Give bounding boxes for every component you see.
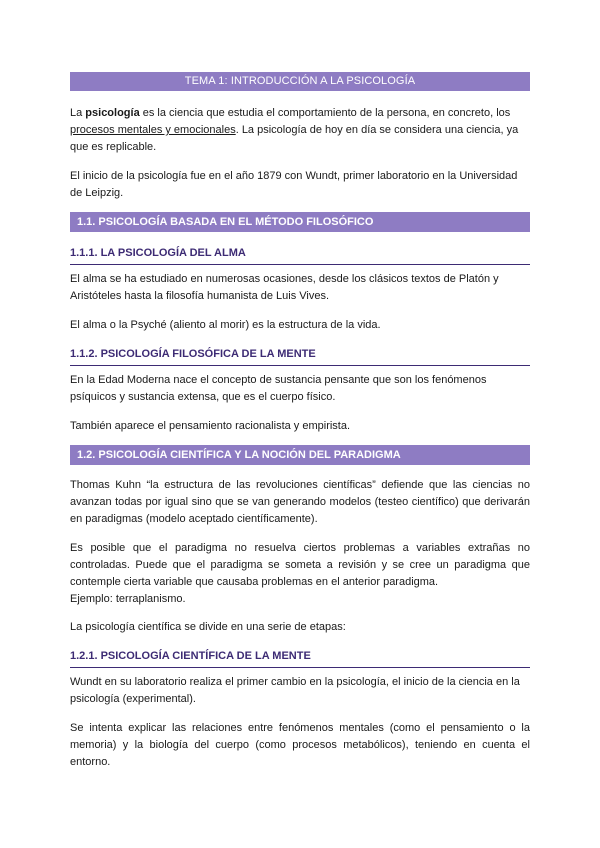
subsection-heading-1-2-1: 1.2.1. PSICOLOGÍA CIENTÍFICA DE LA MENTE bbox=[70, 649, 530, 668]
paragraph-example: Ejemplo: terraplanismo. bbox=[70, 593, 186, 605]
document-page bbox=[70, 72, 530, 771]
paragraph: Thomas Kuhn “la estructura de las revoluciones científicas” defiende que las ciencias no avanzan todas por igual sino que se van generando modelos (testeo científico) que derivarán en paradigmas (modelo aceptado científicamente). bbox=[70, 479, 530, 525]
intro-text: . La psicología de hoy en día se considera una ciencia, ya que es replicable. bbox=[70, 124, 519, 153]
paragraph: La psicología científica se divide en una serie de etapas: bbox=[70, 621, 346, 633]
intro-paragraph-2: El inicio de la psicología fue en el año 1879 con Wundt, primer laboratorio en la Universidad de Leipzig. bbox=[70, 170, 518, 199]
intro-underlined-term: procesos mentales y emocionales bbox=[70, 124, 236, 136]
intro-paragraph-1 bbox=[70, 105, 530, 156]
section-heading-1-1: 1.1. PSICOLOGÍA BASADA EN EL MÉTODO FILOSÓFICO bbox=[70, 212, 530, 232]
intro-text: La bbox=[70, 107, 86, 119]
paragraph: El alma se ha estudiado en numerosas ocasiones, desde los clásicos textos de Platón y Aristóteles hasta la filosofía humanista de Luis Vives. bbox=[70, 273, 499, 302]
subsection-heading-1-1-2: 1.1.2. PSICOLOGÍA FILOSÓFICA DE LA MENTE bbox=[70, 347, 530, 366]
paragraph: Se intenta explicar las relaciones entre fenómenos mentales (como el pensamiento o la memoria) y la biología del cuerpo (como procesos metabólicos), teniendo en cuenta el entorno. bbox=[70, 722, 530, 768]
paragraph: En la Edad Moderna nace el concepto de sustancia pensante que son los fenómenos psíquicos y sustancia extensa, que es el cuerpo físico. bbox=[70, 374, 487, 403]
intro-text: es la ciencia que estudia el comportamiento de la persona, en concreto, los bbox=[139, 107, 511, 119]
intro-bold-term: psicología bbox=[85, 107, 140, 119]
paragraph: El alma o la Psyché (aliento al morir) es la estructura de la vida. bbox=[70, 319, 381, 331]
paragraph: Es posible que el paradigma no resuelva ciertos problemas a variables extrañas no controladas. Puede que el paradigma se someta a revisión y se cree un paradigma que contemple cierta variable que causaba problemas en el anterior paradigma. bbox=[70, 542, 530, 588]
section-heading-1-2: 1.2. PSICOLOGÍA CIENTÍFICA Y LA NOCIÓN DEL PARADIGMA bbox=[70, 445, 530, 465]
subsection-heading-1-1-1: 1.1.1. LA PSICOLOGÍA DEL ALMA bbox=[70, 246, 530, 265]
paragraph: Wundt en su laboratorio realiza el primer cambio en la psicología, el inicio de la ciencia en la psicología (experimental). bbox=[70, 676, 520, 705]
document-title: TEMA 1: INTRODUCCIÓN A LA PSICOLOGÍA bbox=[70, 72, 530, 91]
paragraph: También aparece el pensamiento racionalista y empirista. bbox=[70, 420, 351, 432]
